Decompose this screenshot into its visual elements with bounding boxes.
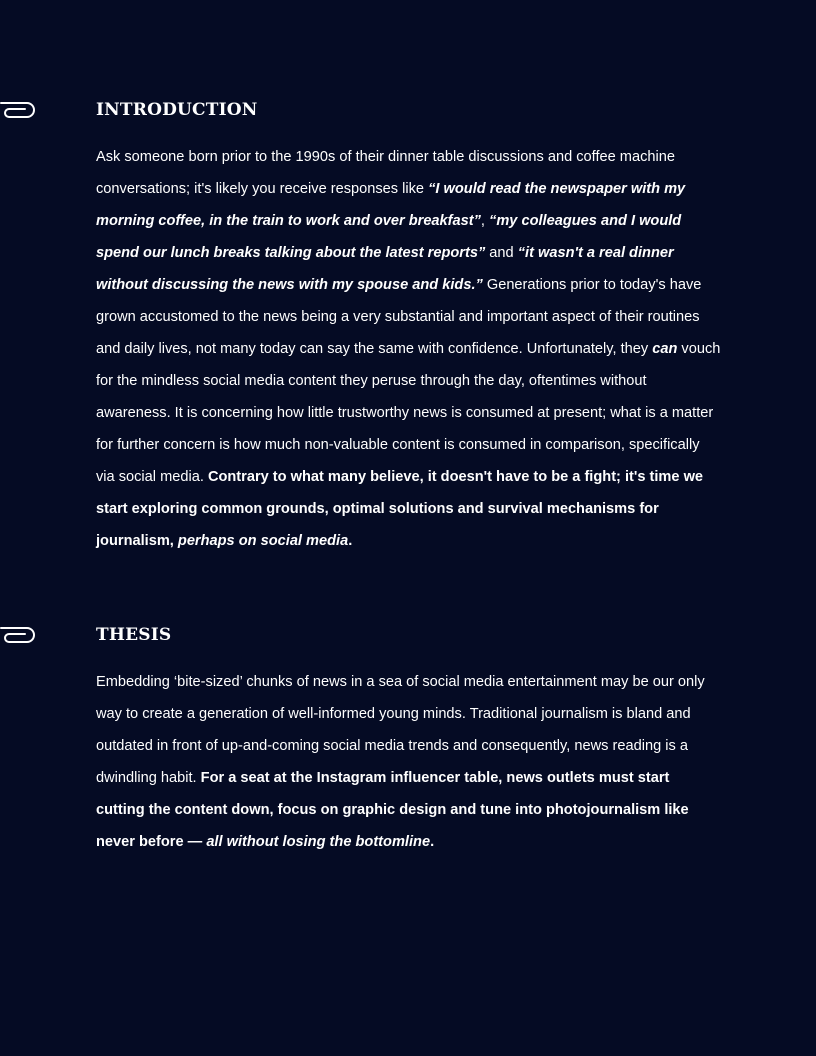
separator: , bbox=[480, 213, 490, 229]
thesis-bold-statement: For a seat at the Instagram influencer table, news outlets must start cutting the content down, focus on graphic design and tune into photojournalism like never before — bbox=[96, 770, 689, 850]
paperclip-icon bbox=[0, 626, 36, 644]
section-heading: INTRODUCTION bbox=[96, 100, 258, 120]
intro-bold-statement: Contrary to what many believe, it doesn't have to be a fight; it's time we start exploring common grounds, optimal solutions and survival mechanisms for journalism, bbox=[96, 469, 704, 549]
intro-text: vouch for the mindless social media content they peruse through the day, oftentimes without awareness. It is concerning how little trustworthy news is consumed at present; what is a matter for further concern is how much non-valuable content is consumed in comparison, specifically via social media. bbox=[96, 341, 721, 485]
thesis-bold-italic: all without losing the bottomline bbox=[206, 834, 431, 850]
separator: and bbox=[485, 245, 518, 261]
thesis-text: Embedding ‘bite-sized’ chunks of news in a sea of social media entertainment may be our only way to create a generation of well-informed young minds. Traditional journalism is bland and outdated in front of up-and-coming social media trends and consequently, news reading is a dwindling habit. bbox=[96, 674, 705, 786]
intro-bold-end: . bbox=[348, 533, 353, 549]
thesis-bold-end: . bbox=[430, 834, 435, 850]
section-heading: THESIS bbox=[96, 625, 172, 645]
quote-dinner: “it wasn't a real dinner without discussing the news with my spouse and kids.” bbox=[96, 245, 674, 293]
intro-text: Ask someone born prior to the 1990s of their dinner table discussions and coffee machine conversations; it's likely you receive responses like bbox=[96, 149, 675, 197]
quote-colleagues: “my colleagues and I would spend our lunch breaks talking about the latest reports” bbox=[96, 213, 682, 261]
intro-bold-italic: perhaps on social media bbox=[177, 533, 349, 549]
introduction-paragraph bbox=[96, 141, 721, 557]
quote-newspaper: “I would read the newspaper with my morning coffee, in the train to work and over breakfast” bbox=[96, 181, 686, 229]
paperclip-icon bbox=[0, 101, 36, 119]
thesis-paragraph bbox=[96, 666, 721, 858]
intro-text: Generations prior to today's have grown accustomed to the news being a very substantial and important aspect of their routines and daily lives, not many today can say the same with confidence. Unfortunately, they bbox=[96, 277, 702, 357]
emphasis-can: can bbox=[652, 341, 678, 357]
